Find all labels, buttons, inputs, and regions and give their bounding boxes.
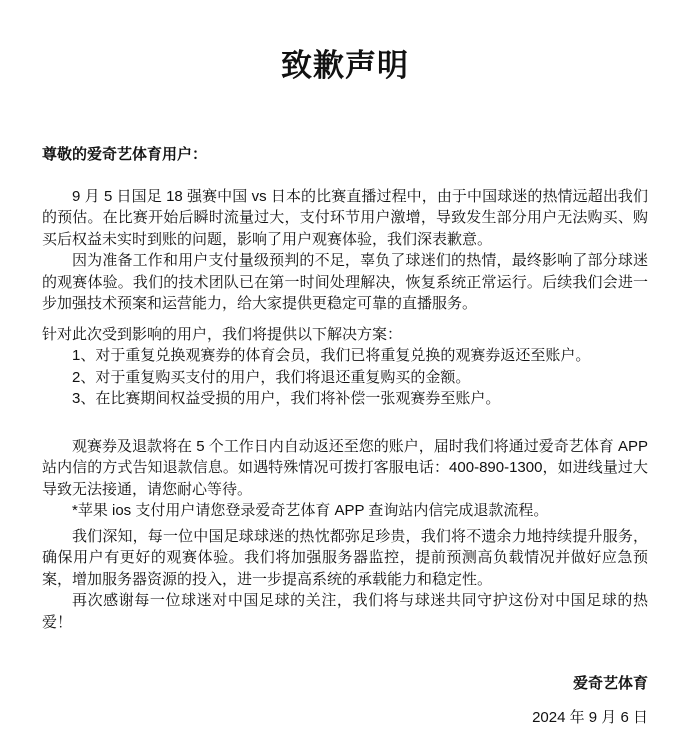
solution-item-2: 2、对于重复购买支付的用户，我们将退还重复购买的金额。: [72, 368, 471, 386]
document-title: 致歉声明: [281, 48, 409, 83]
section-gap: [42, 410, 648, 436]
paragraph-incident: 9 月 5 日国足 18 强赛中国 vs 日本的比赛直播过程中，由于中国球迷的热情远超出我们的预估。在比赛开始后瞬时流量过大，支付环节用户激增，导致发生部分用户无法购买、购买后权益未实时到账的问题，影响了用户观赛体验，我们深表歉意。: [42, 187, 648, 248]
paragraph-cause-response: 因为准备工作和用户支付量级预判的不足，辜负了球迷们的热情，最终影响了部分球迷的观赛体验。我们的技术团队已在第一时间处理解决，恢复系统正常运行。后续我们会进一步加强技术预案和运营能力，给大家提供更稳定可靠的直播服务。: [42, 252, 648, 312]
solution-item-1: 1、对于重复兑换观赛券的体育会员，我们已将重复兑换的观赛券返还至账户。: [72, 347, 591, 364]
paragraph-service-commitment: 我们深知，每一位中国足球球迷的热忱都弥足珍贵，我们将不遗余力地持续提升服务，确保用户有更好的观赛体验。我们将加强服务器监控，提前预测高负载情况并做好应急预案，增加服务器资源的投入，进一步提高系统的承载能力和稳定性。: [42, 527, 648, 588]
section-gap: [42, 633, 648, 673]
closing-line: 再次感谢每一位球迷对中国足球的关注，我们将与球迷共同守护这份对中国足球的热爱！: [42, 592, 648, 631]
solution-item-3: 3、在比赛期间权益受损的用户，我们将补偿一张观赛券至账户。: [72, 390, 501, 407]
salutation: 尊敬的爱奇艺体育用户：: [42, 146, 208, 163]
section-gap: [42, 315, 648, 324]
apple-ios-note: *苹果 ios 支付用户请您登录爱奇艺体育 APP 查询站内信完成退款流程。: [72, 502, 549, 519]
date: 2024 年 9 月 6 日: [532, 708, 648, 726]
signature: 爱奇艺体育: [572, 675, 648, 692]
section-gap: [42, 695, 648, 707]
paragraph-refund-info: 观赛券及退款将在 5 个工作日内自动返还至您的账户，届时我们将通过爱奇艺体育 APP 站内信的方式告知退款信息。如遇特殊情况可拨打客服电话：400-890-1300，如进线量过大导致无法接通，请您耐心等待。: [42, 437, 648, 498]
solutions-intro: 针对此次受到影响的用户，我们将提供以下解决方案：: [42, 325, 403, 343]
document-body: [42, 144, 648, 728]
blank-line: [42, 166, 648, 186]
